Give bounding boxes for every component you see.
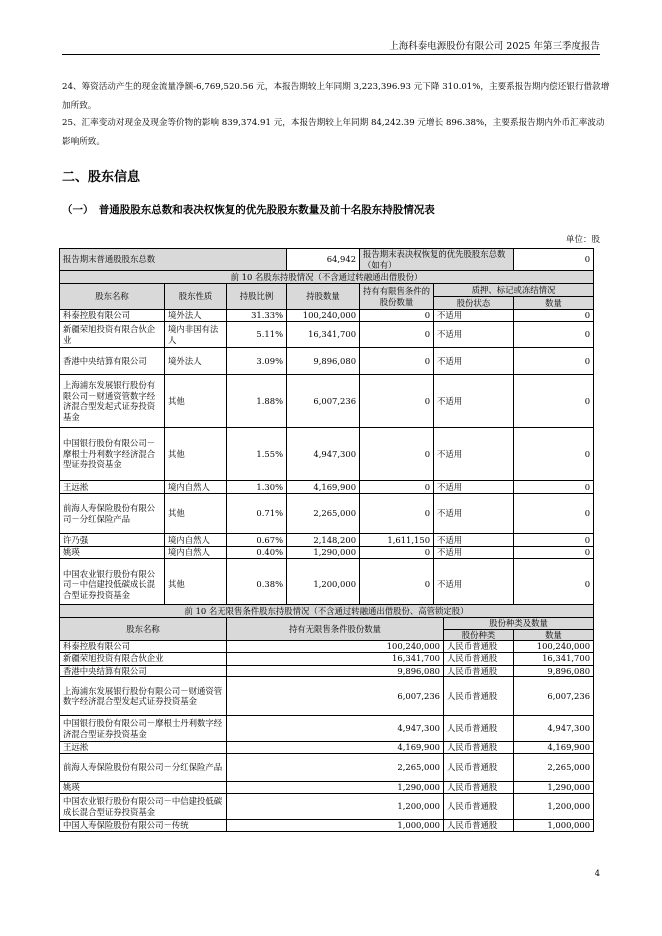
cell-restricted: 0 [360, 375, 434, 428]
t2-col-header-qty: 持有无限售条件股份数量 [227, 618, 444, 641]
table-row [60, 754, 594, 782]
cell-nature: 境内自然人 [165, 547, 227, 559]
cell-count: 0 [514, 322, 594, 348]
table-row [60, 782, 594, 794]
cell-count: 9,896,080 [514, 665, 594, 677]
cell-ratio: 31.33% [227, 310, 287, 322]
cell-count: 0 [514, 348, 594, 375]
cell-name: 科泰控股有限公司 [60, 641, 227, 653]
cell-ratio: 1.30% [227, 481, 287, 494]
cell-restricted: 0 [360, 428, 434, 481]
top10-shareholders-table [59, 248, 594, 612]
table-row [60, 322, 594, 348]
cell-ratio: 1.55% [227, 428, 287, 481]
table-row [60, 641, 594, 653]
cell-name: 科泰控股有限公司 [60, 310, 165, 322]
col-header-count: 数量 [514, 297, 594, 310]
cell-count: 0 [514, 558, 594, 611]
cell-count: 0 [514, 534, 594, 547]
cell-name: 新疆荣旭投资有限合伙企业 [60, 652, 227, 665]
cell-qty: 6,007,236 [287, 375, 360, 428]
cell-count: 1,290,000 [514, 782, 594, 794]
cell-kind: 人民币普通股 [444, 677, 514, 716]
paragraph-25: 25、汇率变动对现金及现金等价物的影响 839,374.91 元，本报告期较上年同期 84,242.39 元增长 896.38%，主要系报告期内外币汇率波动影响所致。 [62, 118, 605, 147]
cell-name: 香港中央结算有限公司 [60, 665, 227, 677]
cell-qty: 2,265,000 [287, 494, 360, 534]
summary-common-value: 64,942 [287, 249, 360, 271]
cell-name: 前海人寿保险股份有限公司－分红保险产品 [60, 754, 227, 782]
cell-restricted: 0 [360, 558, 434, 611]
cell-qty: 16,341,700 [287, 322, 360, 348]
cell-name: 上海浦东发展银行股份有限公司－财通资管数字经济混合型发起式证券投资基金 [60, 375, 165, 428]
cell-name: 姚瑛 [60, 782, 227, 794]
cell-count: 0 [514, 310, 594, 322]
cell-qty: 1,200,000 [227, 794, 444, 820]
cell-restricted: 0 [360, 322, 434, 348]
cell-qty: 9,896,080 [227, 665, 444, 677]
col-header-name: 股东名称 [60, 284, 165, 310]
cell-name: 姚瑛 [60, 547, 165, 559]
cell-name: 王远淞 [60, 742, 227, 754]
cell-name: 香港中央结算有限公司 [60, 348, 165, 375]
cell-qty: 100,240,000 [227, 641, 444, 653]
cell-ratio: 5.11% [227, 322, 287, 348]
cell-qty: 9,896,080 [287, 348, 360, 375]
table2-caption: 前 10 名无限售条件股东持股情况（不含通过转融通出借股份、高管锁定股） [60, 605, 594, 618]
t2-col-header-name: 股东名称 [60, 618, 227, 641]
col-header-restricted: 持有有限售条件的股份数量 [360, 284, 434, 310]
cell-restricted: 0 [360, 494, 434, 534]
table-row [60, 794, 594, 820]
cell-qty: 4,169,900 [227, 742, 444, 754]
cell-ratio: 0.40% [227, 547, 287, 559]
cell-qty: 2,148,200 [287, 534, 360, 547]
cell-name: 王远淞 [60, 481, 165, 494]
cell-nature: 境外法人 [165, 310, 227, 322]
cell-qty: 6,007,236 [227, 677, 444, 716]
cell-status: 不适用 [434, 375, 514, 428]
summary-pref-label: 报告期末表决权恢复的优先股股东总数（如有） [360, 249, 514, 271]
table-row [60, 652, 594, 665]
summary-row [60, 249, 594, 271]
cell-count: 100,240,000 [514, 641, 594, 653]
cell-status: 不适用 [434, 310, 514, 322]
col-header-status: 股份状态 [434, 297, 514, 310]
cell-status: 不适用 [434, 558, 514, 611]
cell-qty: 4,947,300 [287, 428, 360, 481]
table-row [60, 665, 594, 677]
cell-status: 不适用 [434, 348, 514, 375]
cell-status: 不适用 [434, 428, 514, 481]
col-header-pledge: 质押、标记或冻结情况 [434, 284, 594, 297]
cell-name: 新疆荣旭投资有限合伙企业 [60, 322, 165, 348]
cell-kind: 人民币普通股 [444, 820, 514, 832]
cell-qty: 16,341,700 [227, 652, 444, 665]
t2-col-header-count: 数量 [514, 629, 594, 641]
top10-unrestricted-table [59, 604, 594, 832]
table-row [60, 428, 594, 481]
table-row [60, 348, 594, 375]
cell-qty: 1,290,000 [287, 547, 360, 559]
table-row [60, 716, 594, 742]
cell-qty: 2,265,000 [227, 754, 444, 782]
cell-nature: 境内自然人 [165, 534, 227, 547]
cell-count: 0 [514, 428, 594, 481]
col-header-ratio: 持股比例 [227, 284, 287, 310]
cell-qty: 100,240,000 [287, 310, 360, 322]
cell-status: 不适用 [434, 547, 514, 559]
cell-name: 中国农业银行股份有限公司－中信建投低碳成长混合型证券投资基金 [60, 558, 165, 611]
col-header-qty: 持股数量 [287, 284, 360, 310]
cell-qty: 1,000,000 [227, 820, 444, 832]
cell-kind: 人民币普通股 [444, 794, 514, 820]
cell-count: 4,947,300 [514, 716, 594, 742]
cell-ratio: 0.67% [227, 534, 287, 547]
cell-nature: 其他 [165, 494, 227, 534]
table-row [60, 534, 594, 547]
cell-count: 1,200,000 [514, 794, 594, 820]
col-header-nature: 股东性质 [165, 284, 227, 310]
summary-common-label: 报告期末普通股股东总数 [60, 249, 287, 271]
table-row [60, 310, 594, 322]
cell-ratio: 3.09% [227, 348, 287, 375]
summary-pref-value: 0 [514, 249, 594, 271]
cell-kind: 人民币普通股 [444, 652, 514, 665]
cell-ratio: 1.88% [227, 375, 287, 428]
table-row [60, 677, 594, 716]
cell-count: 0 [514, 375, 594, 428]
cell-count: 0 [514, 494, 594, 534]
cell-ratio: 0.71% [227, 494, 287, 534]
cell-restricted: 0 [360, 348, 434, 375]
cell-nature: 境外法人 [165, 348, 227, 375]
cell-name: 中国农业银行股份有限公司－中信建投低碳成长混合型证券投资基金 [60, 794, 227, 820]
cell-count: 0 [514, 481, 594, 494]
table-row [60, 494, 594, 534]
report-header-title: 上海科泰电源股份有限公司 2025 年第三季度报告 [389, 41, 600, 52]
t2-col-header-kind-group: 股份种类及数量 [444, 618, 594, 630]
cell-name: 上海浦东发展银行股份有限公司－财通资管数字经济混合型发起式证券投资基金 [60, 677, 227, 716]
cell-name: 中国银行股份有限公司－摩根士丹利数字经济混合型证券投资基金 [60, 716, 227, 742]
cell-status: 不适用 [434, 481, 514, 494]
cell-restricted: 1,611,150 [360, 534, 434, 547]
t2-col-header-kind: 股份种类 [444, 629, 514, 641]
cell-kind: 人民币普通股 [444, 716, 514, 742]
cell-nature: 其他 [165, 375, 227, 428]
cell-status: 不适用 [434, 494, 514, 534]
cell-status: 不适用 [434, 322, 514, 348]
cell-count: 1,000,000 [514, 820, 594, 832]
cell-kind: 人民币普通股 [444, 782, 514, 794]
cell-ratio: 0.38% [227, 558, 287, 611]
page-number: 4 [594, 869, 600, 879]
cell-status: 不适用 [434, 534, 514, 547]
cell-nature: 其他 [165, 428, 227, 481]
cell-restricted: 0 [360, 481, 434, 494]
table-row [60, 742, 594, 754]
table-row [60, 481, 594, 494]
cell-qty: 1,200,000 [287, 558, 360, 611]
section-subheading: （一） 普通股股东总数和表决权恢复的优先股股东数量及前十名股东持股情况表 [62, 204, 435, 216]
cell-kind: 人民币普通股 [444, 754, 514, 782]
cell-restricted: 0 [360, 310, 434, 322]
cell-qty: 1,290,000 [227, 782, 444, 794]
table1-caption: 前 10 名股东持股情况（不含通过转融通出借股份） [60, 271, 594, 284]
cell-kind: 人民币普通股 [444, 742, 514, 754]
table-row [60, 375, 594, 428]
cell-name: 前海人寿保险股份有限公司－分红保险产品 [60, 494, 165, 534]
cell-name: 中国人寿保险股份有限公司－传统 [60, 820, 227, 832]
cell-kind: 人民币普通股 [444, 641, 514, 653]
cell-count: 4,169,900 [514, 742, 594, 754]
unit-label: 单位：股 [565, 235, 600, 245]
cell-nature: 境内非国有法人 [165, 322, 227, 348]
cell-restricted: 0 [360, 547, 434, 559]
cell-count: 16,341,700 [514, 652, 594, 665]
cell-count: 2,265,000 [514, 754, 594, 782]
table-row [60, 547, 594, 559]
cell-nature: 其他 [165, 558, 227, 611]
cell-name: 中国银行股份有限公司－摩根士丹利数字经济混合型证券投资基金 [60, 428, 165, 481]
cell-count: 6,007,236 [514, 677, 594, 716]
cell-qty: 4,947,300 [227, 716, 444, 742]
cell-count: 0 [514, 547, 594, 559]
cell-nature: 境内自然人 [165, 481, 227, 494]
table-row [60, 820, 594, 832]
section-heading: 二、股东信息 [62, 170, 141, 185]
paragraph-24: 24、筹资活动产生的现金流量净额-6,769,520.56 元，本报告期较上年同期 3,223,396.93 元下降 310.01%，主要系报告期内偿还银行借款增加所致。 [62, 82, 610, 111]
cell-name: 许乃强 [60, 534, 165, 547]
header-divider [62, 54, 600, 55]
cell-qty: 4,169,900 [287, 481, 360, 494]
cell-kind: 人民币普通股 [444, 665, 514, 677]
